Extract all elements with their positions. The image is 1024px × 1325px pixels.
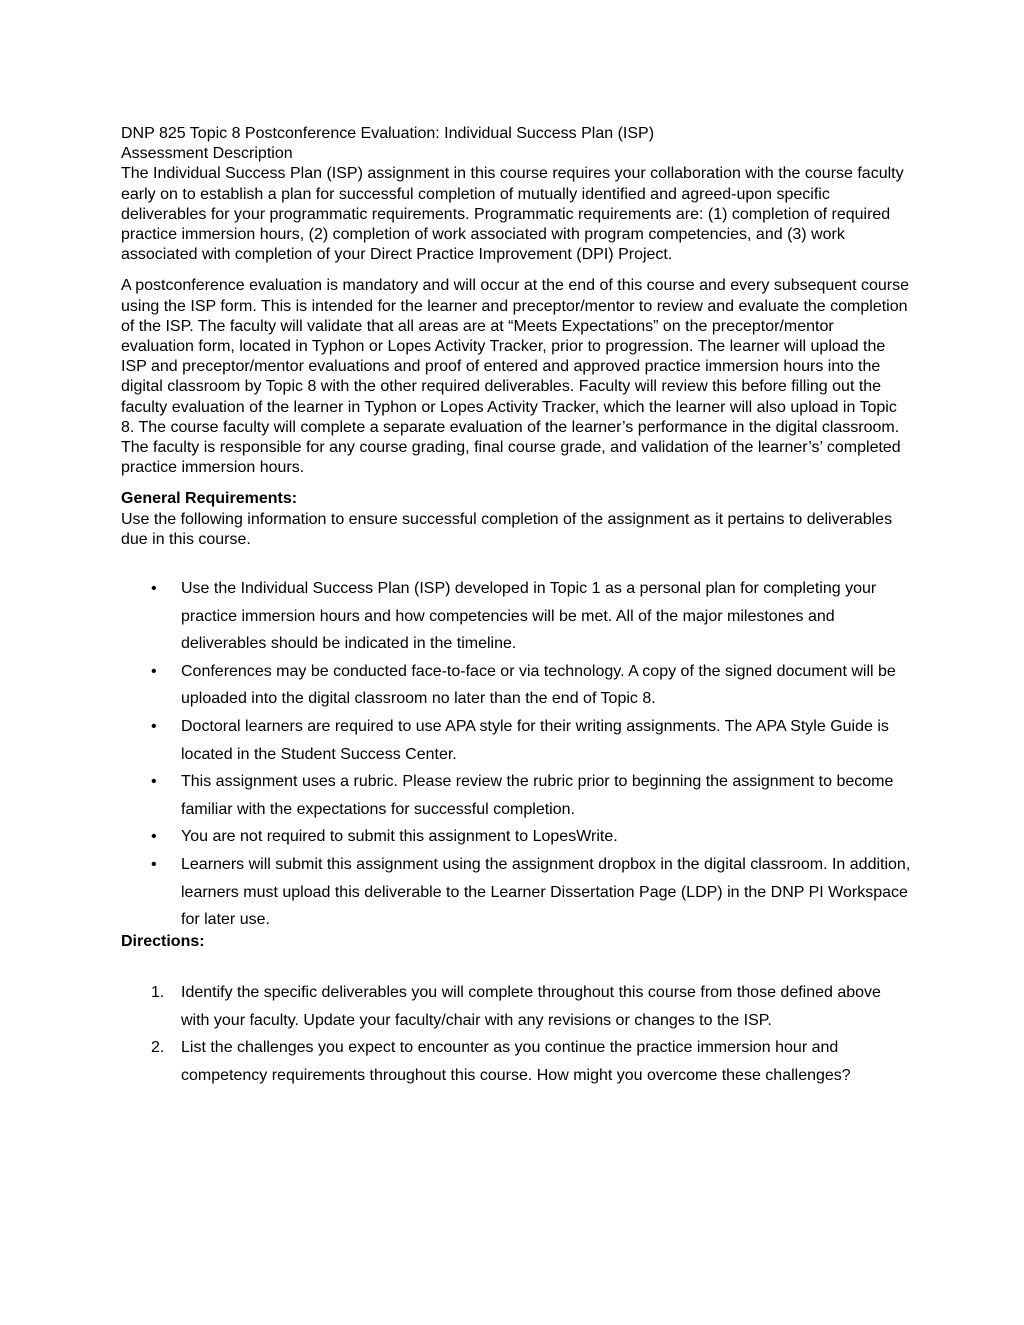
requirements-list-item — [121, 768, 911, 823]
bullet-icon: • — [151, 580, 157, 598]
requirements-list-item — [121, 713, 911, 768]
requirements-list-item — [121, 851, 911, 934]
directions-list-item — [121, 979, 911, 1034]
requirements-list — [121, 575, 911, 934]
list-item-text: Learners will submit this assignment using the assignment dropbox in the digital classroom. In addition, learners must upload this deliverable to the Learner Dissertation Page (LDP) in the DNP PI Workspace for later use. — [181, 856, 911, 929]
bullet-icon: • — [151, 773, 157, 791]
bullet-icon: • — [151, 828, 157, 846]
requirements-list-item — [121, 658, 911, 713]
document-title: DNP 825 Topic 8 Postconference Evaluation: Individual Success Plan (ISP) — [121, 125, 655, 142]
bullet-icon: • — [151, 718, 157, 736]
list-item-text: Conferences may be conducted face-to-face or via technology. A copy of the signed document will be uploaded into the digital classroom no later than the end of Topic 8. — [181, 662, 896, 708]
list-item-text: You are not required to submit this assignment to LopesWrite. — [181, 828, 618, 846]
directions-heading: Directions: — [121, 932, 205, 950]
intro-paragraph: The Individual Success Plan (ISP) assignment in this course requires your collaboration with the course faculty early on to establish a plan for successful completion of mutually identified and agreed-upon specific deliverables for your programmatic requirements. Programmatic requirements are: (1) completion of required practice immersion hours, (2) completion of work associated with program competencies, and (3) work associated with completion of your Direct Practice Improvement (DPI) Project. — [121, 165, 904, 264]
list-item-text: Use the Individual Success Plan (ISP) developed in Topic 1 as a personal plan for completing your practice immersion hours and how competencies will be met. All of the major milestones and deliverables should be indicated in the timeline. — [181, 580, 877, 653]
directions-list-item — [121, 1034, 911, 1089]
list-item-text: This assignment uses a rubric. Please review the rubric prior to beginning the assignment to become familiar with the expectations for successful completion. — [181, 773, 894, 818]
requirements-list-item — [121, 823, 911, 851]
step-number: 1. — [151, 983, 165, 1001]
step-number: 2. — [151, 1039, 165, 1057]
requirements-list-item — [121, 575, 911, 658]
general-requirements-heading: General Requirements: — [121, 490, 298, 508]
list-item-text: Doctoral learners are required to use APA style for their writing assignments. The APA Style Guide is located in the Student Success Center. — [181, 718, 889, 763]
bullet-icon: • — [151, 662, 157, 680]
document-subtitle: Assessment Description — [121, 145, 293, 163]
bullet-icon: • — [151, 856, 157, 873]
directions-list — [121, 979, 911, 1089]
postconference-paragraph: A postconference evaluation is mandatory and will occur at the end of this course and every subsequent course using the ISP form. This is intended for the learner and preceptor/mentor to review and evaluate the completion of the ISP. The faculty will validate that all areas are at “Meets Expectations” on the preceptor/mentor evaluation form, located in Typhon or Lopes Activity Tracker, prior to progression. The learner will upload the ISP and preceptor/mentor evaluations and proof of entered and approved practice immersion hours into the digital classroom by Topic 8 with the other required deliverables. Faculty will review this before filling out the faculty evaluation of the learner in Typhon or Lopes Activity Tracker, which the learner will also upload in Topic 8. The course faculty will complete a separate evaluation of the learner’s performance in the digital classroom. The faculty is responsible for any course grading, final course grade, and validation of the learner’s’ completed practice immersion hours. — [121, 277, 910, 477]
general-requirements-intro: Use the following information to ensure successful completion of the assignment as it pertains to deliverables due in this course. — [121, 510, 893, 548]
document-page — [121, 124, 911, 1089]
step-text: Identify the specific deliverables you will complete throughout this course from those defined above with your faculty. Update your faculty/chair with any revisions or changes to the ISP. — [181, 983, 881, 1029]
step-text: List the challenges you expect to encounter as you continue the practice immersion hour and competency requirements throughout this course. How might you overcome these challenges? — [181, 1039, 851, 1084]
